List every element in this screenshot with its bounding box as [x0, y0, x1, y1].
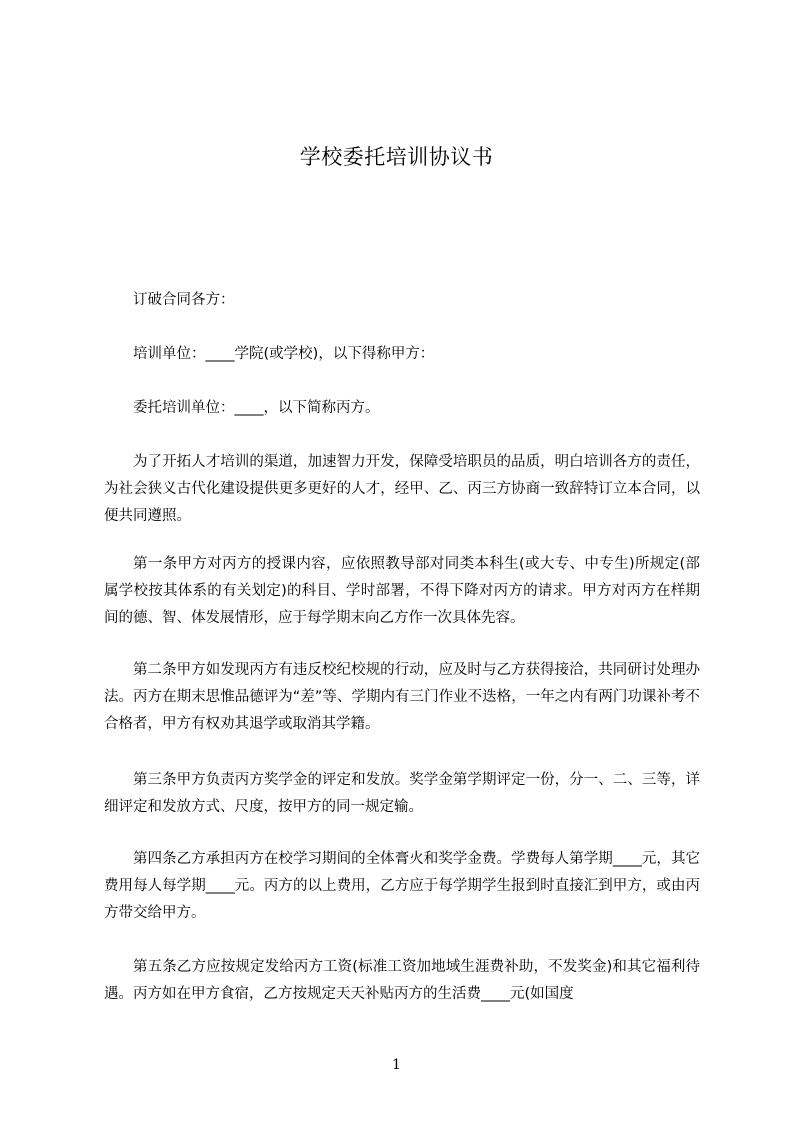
document-title: 学校委托培训协议书 [299, 145, 494, 169]
paragraph-article-4: 第四条乙方承担丙方在校学习期间的全体膏火和奖学金费。学费每人第学期____元，其它费用每人每学期____元。丙方的以上费用，乙方应于每学期学生报到时直接汇到甲方，或由丙方带交给甲方。 [104, 851, 700, 921]
paragraph-preamble: 为了开拓人才培训的渠道，加速智力开发，保障受培职员的品质，明白培训各方的责任，为社会狭义古代化建设提供更多更好的人才，经甲、乙、丙三方协商一致辞特订立本合同，以便共同遵照。 [104, 454, 700, 524]
paragraph-article-3: 第三条甲方负责丙方奖学金的评定和发放。奖学金第学期评定一份，分一、二、三等，详细评定和发放方式、尺度，按甲方的同一规定输。 [104, 772, 700, 815]
paragraph-party-a: 培训单位：____学院(或学校)，以下得称甲方： [133, 346, 435, 362]
paragraph-article-5: 第五条乙方应按规定发给丙方工资(标准工资加地域生涯费补助，不发奖金)和其它福利待遇。丙方如在甲方食宿，乙方按规定天天补贴丙方的生活费____元(如国度 [104, 959, 700, 1002]
paragraph-salutation: 订破合同各方： [133, 292, 235, 308]
paragraph-party-c: 委托培训单位：____，以下简称丙方。 [133, 400, 380, 416]
paragraph-article-1: 第一条甲方对丙方的授课内容，应依照教导部对同类本科生(或大专、中专生)所规定(部属学校按其体系的有关划定)的科目、学时部署，不得下降对丙方的请求。甲方对丙方在样期间的德、智、体发展情形，应于每学期末向乙方作一次具体先容。 [104, 556, 700, 626]
page-number: 1 [392, 1057, 401, 1073]
paragraph-article-2: 第二条甲方如发现丙方有违反校纪校规的行动，应及时与乙方获得接洽，共同研讨处理办法。丙方在期末思惟品德评为“差”等、学期内有三门作业不迭格，一年之内有两门功课补考不合格者，甲方有权劝其退学或取消其学籍。 [104, 662, 700, 732]
